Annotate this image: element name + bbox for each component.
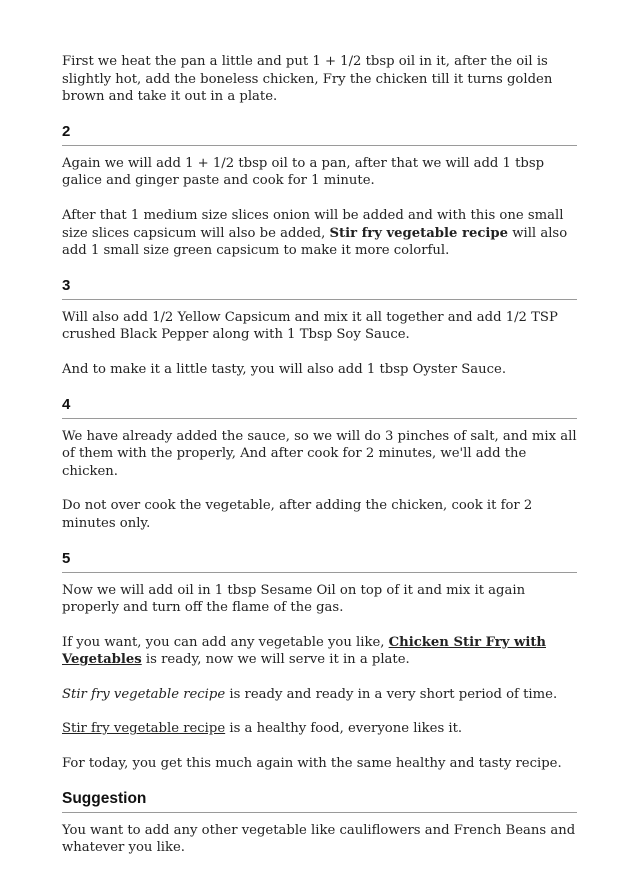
step-2-paragraph-2 — [62, 207, 577, 260]
step-4-header — [62, 396, 577, 419]
step-5-italic-text: Stir fry vegetable recipe — [62, 686, 226, 702]
step-5-text-b: is ready, now we will serve it in a plate. — [141, 652, 410, 668]
suggestion-header — [62, 790, 577, 813]
step-5-paragraph-1: Now we will add oil in 1 tbsp Sesame Oil on top of it and mix it again properly and turn off the flame of the gas. — [62, 582, 526, 616]
step-2-paragraph-1: Again we will add 1 + 1/2 tbsp oil to a pan, after that we will add 1 tbsp galice and ginger paste and cook for 1 minute. — [62, 155, 545, 189]
step-2-bold-text: Stir fry vegetable recipe — [329, 225, 509, 241]
step-5-paragraph-4 — [62, 720, 577, 738]
step-5-paragraph-3 — [62, 686, 577, 704]
intro-paragraph: First we heat the pan a little and put 1 + 1/2 tbsp oil in it, after the oil is slightly hot, add the boneless chicken, Fry the chicken till it turns golden brown and take it out in a plate. — [62, 54, 553, 105]
step-5-text-d: is a healthy food, everyone likes it. — [225, 721, 463, 737]
step-2-text-b: will also add 1 small size green capsicum to make it more colorful. — [62, 225, 568, 259]
suggestion-paragraph: You want to add any other vegetable like cauliflowers and French Beans and whatever you like. — [62, 822, 576, 856]
recipe-content — [62, 53, 577, 874]
step-5-paragraph-5: For today, you get this much again with the same healthy and tasty recipe. — [62, 756, 562, 772]
step-4-paragraph-2: Do not over cook the vegetable, after adding the chicken, cook it for 2 minutes only. — [62, 498, 533, 531]
step-5-number: 5 — [62, 549, 71, 567]
step-4-paragraph-1: We have already added the sauce, so we will do 3 pinches of salt, and mix all of them with the properly, And after cook for 2 minutes, we'll add the chicken. — [62, 428, 577, 479]
step-2-number: 2 — [62, 122, 71, 140]
step-5-paragraph-2 — [62, 634, 577, 669]
chicken-stir-fry-link-text: Chicken Stir Fry with Vegetables — [62, 634, 547, 668]
step-2-header — [62, 123, 577, 146]
step-5-header — [62, 550, 577, 573]
stir-fry-recipe-link[interactable]: Stir fry vegetable recipe — [62, 721, 226, 737]
step-5-text-c: is ready and ready in a very short period of time. — [225, 686, 558, 702]
step-3-number: 3 — [62, 276, 71, 294]
step-3-paragraph-2: And to make it a little tasty, you will also add 1 tbsp Oyster Sauce. — [62, 361, 507, 377]
suggestion-heading: Suggestion — [62, 789, 147, 807]
step-3-paragraph-1: Will also add 1/2 Yellow Capsicum and mix it all together and add 1/2 TSP crushed Black Pepper along with 1 Tbsp Soy Sauce. — [62, 309, 558, 343]
step-2-text-a: After that 1 medium size slices onion will be added and with this one small size slices capsicum will also be added, — [62, 207, 564, 241]
step-4-number: 4 — [62, 395, 71, 413]
step-3-header — [62, 277, 577, 300]
step-5-text-a: If you want, you can add any vegetable you like, — [62, 634, 389, 650]
